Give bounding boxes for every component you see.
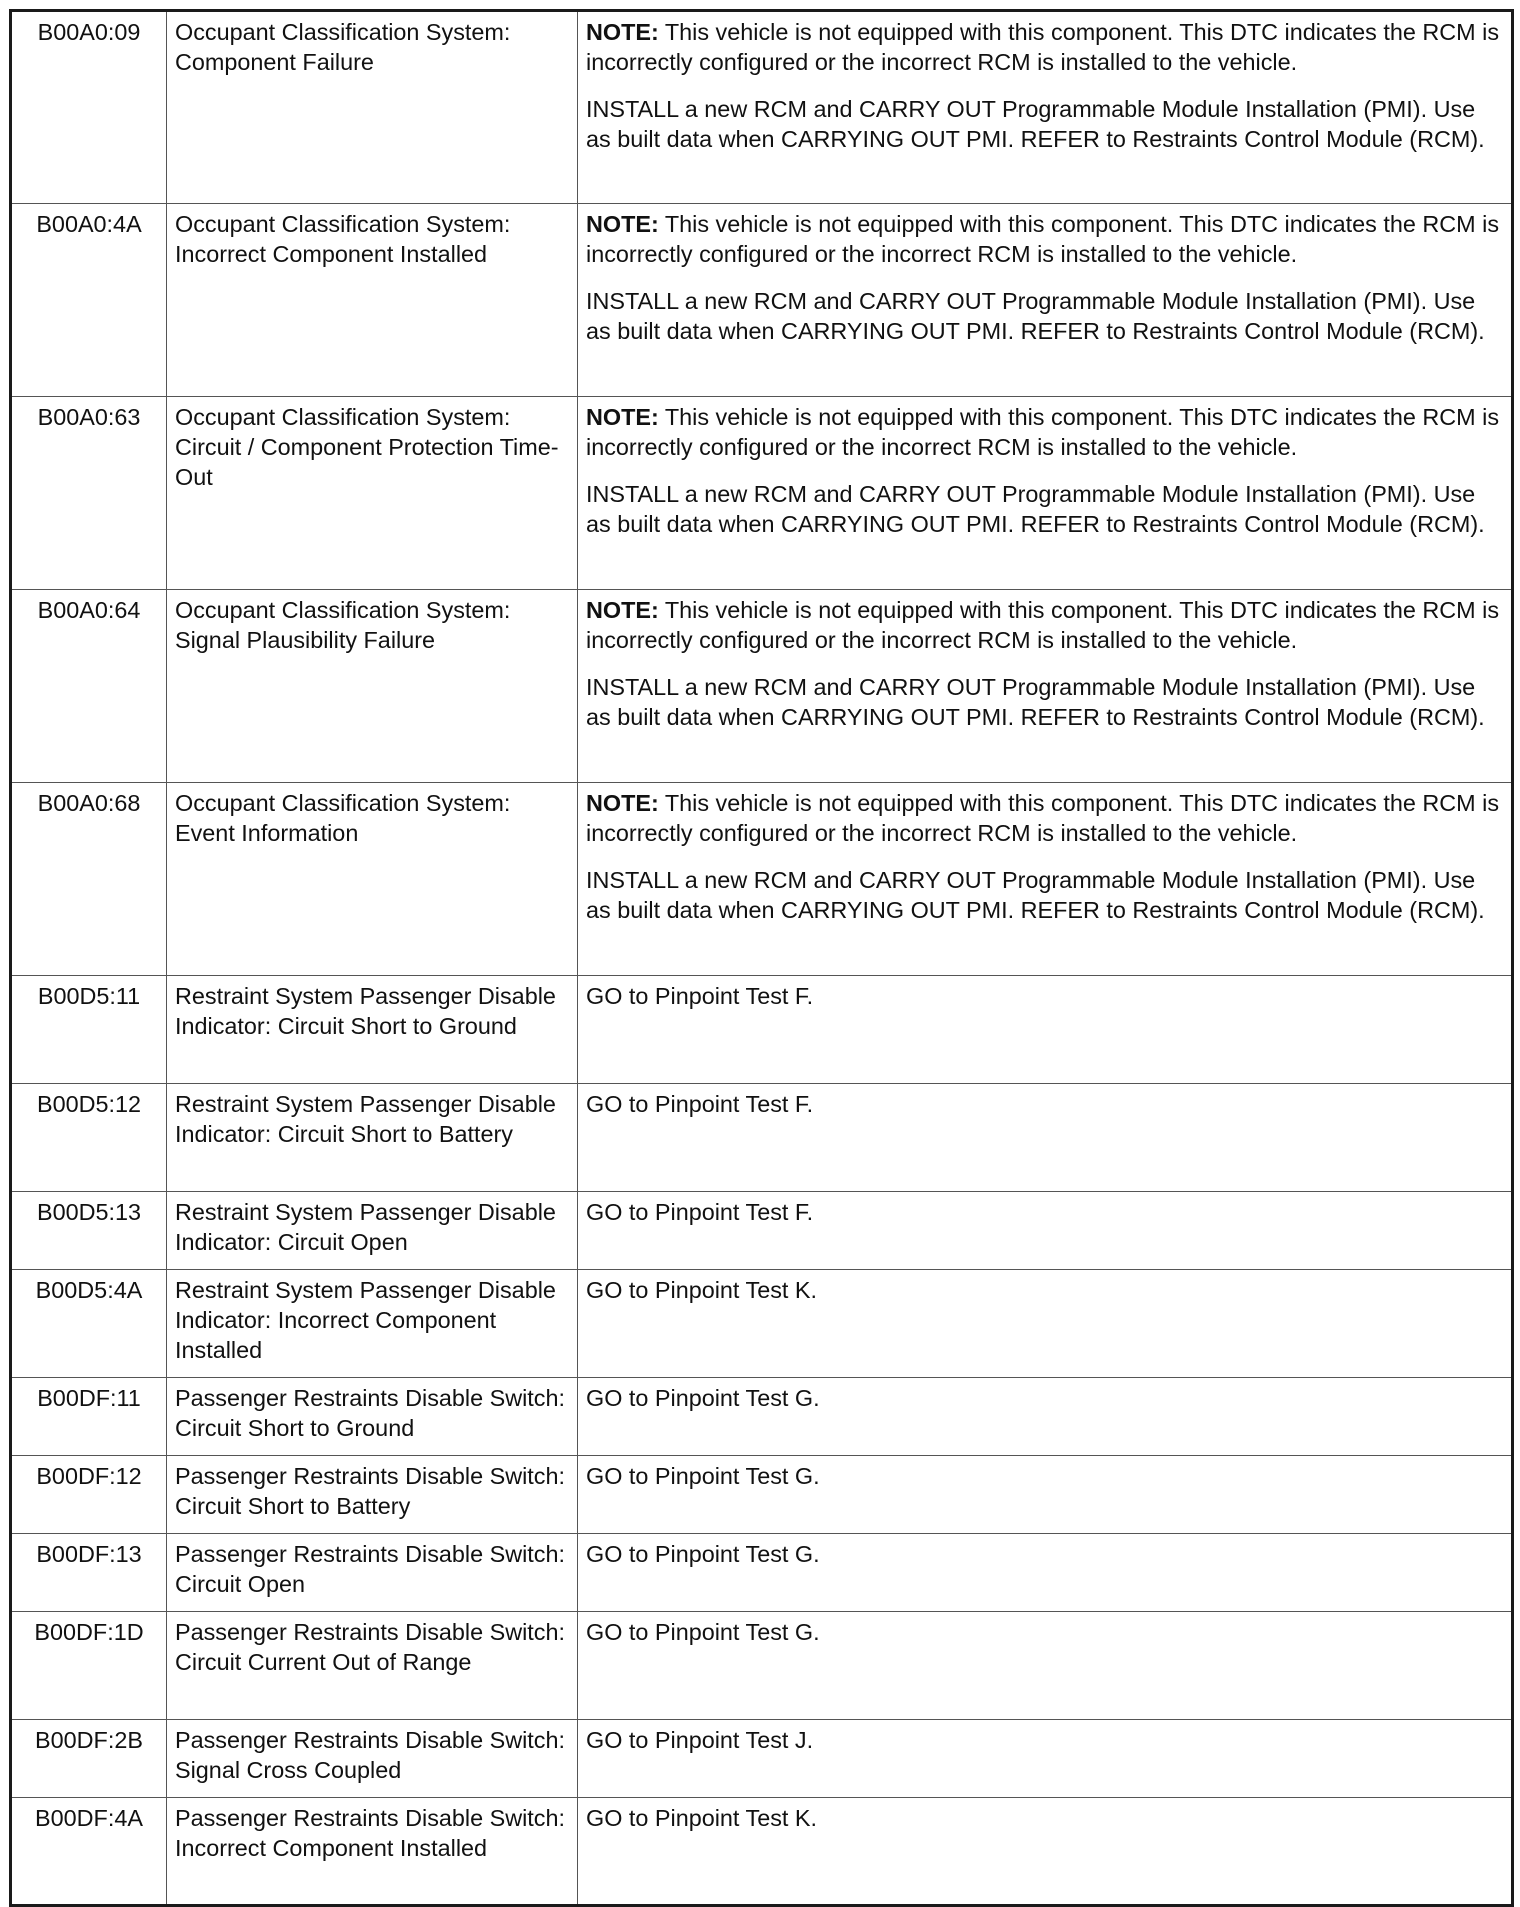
action-text: INSTALL a new RCM and CARRY OUT Programmable Module Installation (PMI). Use as built data when CARRYING OUT PMI. REFER to Restraints Control Module (RCM). (586, 96, 1485, 152)
table-row (11, 1378, 1513, 1456)
dtc-code: B00A0:09 (11, 11, 167, 204)
dtc-action (578, 1084, 1513, 1192)
dtc-description: Occupant Classification System: Event Information (167, 783, 578, 976)
table-row (11, 204, 1513, 397)
action-text: INSTALL a new RCM and CARRY OUT Programmable Module Installation (PMI). Use as built data when CARRYING OUT PMI. REFER to Restraints Control Module (RCM). (586, 288, 1485, 344)
table-row (11, 1534, 1513, 1612)
dtc-description: Passenger Restraints Disable Switch: Incorrect Component Installed (167, 1798, 578, 1906)
action-text: INSTALL a new RCM and CARRY OUT Programmable Module Installation (PMI). Use as built data when CARRYING OUT PMI. REFER to Restraints Control Module (RCM). (586, 481, 1485, 537)
pinpoint-test-link: GO to Pinpoint Test J. (586, 1727, 814, 1753)
dtc-description: Passenger Restraints Disable Switch: Signal Cross Coupled (167, 1720, 578, 1798)
table-row (11, 783, 1513, 976)
dtc-code: B00A0:68 (11, 783, 167, 976)
dtc-action (578, 1798, 1513, 1906)
note-label: NOTE: (586, 597, 659, 623)
dtc-code: B00DF:12 (11, 1456, 167, 1534)
dtc-action (578, 1270, 1513, 1378)
dtc-description: Passenger Restraints Disable Switch: Circuit Short to Battery (167, 1456, 578, 1534)
pinpoint-test-link: GO to Pinpoint Test K. (586, 1805, 817, 1831)
table-row (11, 1798, 1513, 1906)
pinpoint-test-link: GO to Pinpoint Test G. (586, 1385, 820, 1411)
dtc-code: B00DF:11 (11, 1378, 167, 1456)
note-text: This vehicle is not equipped with this component. This DTC indicates the RCM is incorrectly configured or the incorrect RCM is installed to the vehicle. (586, 597, 1500, 653)
dtc-code: B00DF:13 (11, 1534, 167, 1612)
pinpoint-test-link: GO to Pinpoint Test F. (586, 1199, 814, 1225)
dtc-action (578, 590, 1513, 783)
dtc-code: B00D5:13 (11, 1192, 167, 1270)
table-row (11, 1612, 1513, 1720)
note-paragraph (586, 17, 1501, 77)
pinpoint-test-link: GO to Pinpoint Test G. (586, 1541, 820, 1567)
dtc-description: Restraint System Passenger Disable Indicator: Circuit Short to Ground (167, 976, 578, 1084)
table-row (11, 1084, 1513, 1192)
dtc-action (578, 1456, 1513, 1534)
table-row (11, 1270, 1513, 1378)
action-text: INSTALL a new RCM and CARRY OUT Programmable Module Installation (PMI). Use as built data when CARRYING OUT PMI. REFER to Restraints Control Module (RCM). (586, 674, 1485, 730)
dtc-code: B00A0:63 (11, 397, 167, 590)
table-row (11, 11, 1513, 204)
note-label: NOTE: (586, 790, 659, 816)
dtc-description: Occupant Classification System: Incorrect Component Installed (167, 204, 578, 397)
dtc-action (578, 204, 1513, 397)
dtc-action (578, 1192, 1513, 1270)
dtc-action (578, 1720, 1513, 1798)
note-label: NOTE: (586, 19, 659, 45)
note-paragraph (586, 402, 1501, 462)
dtc-action (578, 783, 1513, 976)
dtc-code: B00D5:12 (11, 1084, 167, 1192)
pinpoint-test-link: GO to Pinpoint Test F. (586, 1091, 814, 1117)
note-text: This vehicle is not equipped with this component. This DTC indicates the RCM is incorrectly configured or the incorrect RCM is installed to the vehicle. (586, 790, 1500, 846)
dtc-code: B00A0:64 (11, 590, 167, 783)
pinpoint-test-link: GO to Pinpoint Test G. (586, 1463, 820, 1489)
dtc-description: Passenger Restraints Disable Switch: Circuit Open (167, 1534, 578, 1612)
pinpoint-test-link: GO to Pinpoint Test G. (586, 1619, 820, 1645)
dtc-action (578, 1378, 1513, 1456)
dtc-code: B00A0:4A (11, 204, 167, 397)
table-row (11, 590, 1513, 783)
dtc-action (578, 397, 1513, 590)
action-text: INSTALL a new RCM and CARRY OUT Programmable Module Installation (PMI). Use as built data when CARRYING OUT PMI. REFER to Restraints Control Module (RCM). (586, 867, 1485, 923)
dtc-description: Restraint System Passenger Disable Indicator: Incorrect Component Installed (167, 1270, 578, 1378)
dtc-code: B00D5:4A (11, 1270, 167, 1378)
dtc-description: Passenger Restraints Disable Switch: Circuit Short to Ground (167, 1378, 578, 1456)
note-paragraph (586, 209, 1501, 269)
note-text: This vehicle is not equipped with this component. This DTC indicates the RCM is incorrectly configured or the incorrect RCM is installed to the vehicle. (586, 211, 1500, 267)
dtc-action (578, 1534, 1513, 1612)
note-paragraph (586, 595, 1501, 655)
note-label: NOTE: (586, 211, 659, 237)
note-text: This vehicle is not equipped with this component. This DTC indicates the RCM is incorrectly configured or the incorrect RCM is installed to the vehicle. (586, 404, 1500, 460)
dtc-description: Occupant Classification System: Signal Plausibility Failure (167, 590, 578, 783)
note-text: This vehicle is not equipped with this component. This DTC indicates the RCM is incorrectly configured or the incorrect RCM is installed to the vehicle. (586, 19, 1500, 75)
dtc-action (578, 11, 1513, 204)
table-row (11, 976, 1513, 1084)
dtc-table (9, 9, 1514, 1907)
dtc-description: Restraint System Passenger Disable Indicator: Circuit Short to Battery (167, 1084, 578, 1192)
table-row (11, 397, 1513, 590)
dtc-action (578, 976, 1513, 1084)
note-label: NOTE: (586, 404, 659, 430)
pinpoint-test-link: GO to Pinpoint Test K. (586, 1277, 817, 1303)
dtc-description: Occupant Classification System: Circuit / Component Protection Time-Out (167, 397, 578, 590)
note-paragraph (586, 788, 1501, 848)
dtc-code: B00DF:2B (11, 1720, 167, 1798)
table-row (11, 1456, 1513, 1534)
dtc-description: Restraint System Passenger Disable Indicator: Circuit Open (167, 1192, 578, 1270)
dtc-description: Passenger Restraints Disable Switch: Circuit Current Out of Range (167, 1612, 578, 1720)
table-row (11, 1192, 1513, 1270)
pinpoint-test-link: GO to Pinpoint Test F. (586, 983, 814, 1009)
dtc-code: B00D5:11 (11, 976, 167, 1084)
table-row (11, 1720, 1513, 1798)
dtc-code: B00DF:4A (11, 1798, 167, 1906)
dtc-action (578, 1612, 1513, 1720)
dtc-code: B00DF:1D (11, 1612, 167, 1720)
dtc-description: Occupant Classification System: Component Failure (167, 11, 578, 204)
